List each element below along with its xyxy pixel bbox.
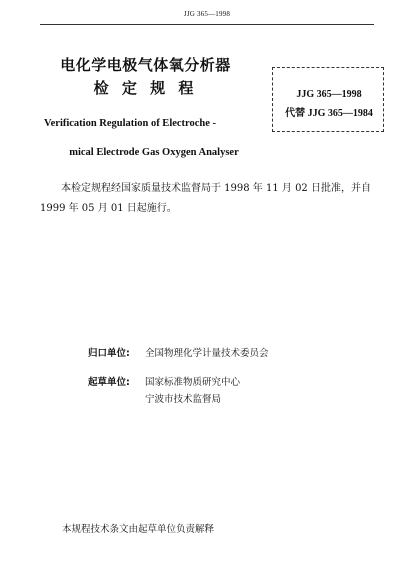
drafting-unit-value-1: 国家标准物质研究中心 [145,377,241,388]
drafting-unit-value-2: 宁波市技术监督局 [145,394,222,405]
responsible-unit-value: 全国物理化学计量技术委员会 [145,348,269,359]
title-chinese: 电化学电极气体氧分析器 [60,56,231,74]
standard-code: JJG 365—1998 [296,89,362,100]
title-english [44,109,264,167]
standard-code-box [272,67,384,132]
responsible-unit-label: 归口单位: [88,348,130,359]
header-code: JJG 365—1998 [183,10,231,18]
header-rule [40,24,374,25]
title-english-line1: Verification Regulation of Electroche - [44,118,217,129]
drafting-unit-values [145,374,240,408]
approval-text: 本检定规程经国家质量技术监督局于 1998 年 11 月 02 日批准，并自 1999 年 05 月 01 日起施行。 [40,183,371,214]
footer-note: 本规程技术条文由起草单位负责解释 [62,524,215,535]
subtitle-chinese: 检 定 规 程 [93,79,198,97]
drafting-unit-label: 起草单位: [88,377,130,388]
title-english-line2: mical Electrode Gas Oxygen Analyser [69,147,239,158]
replaces-code: 代替 JJG 365—1984 [285,108,373,119]
